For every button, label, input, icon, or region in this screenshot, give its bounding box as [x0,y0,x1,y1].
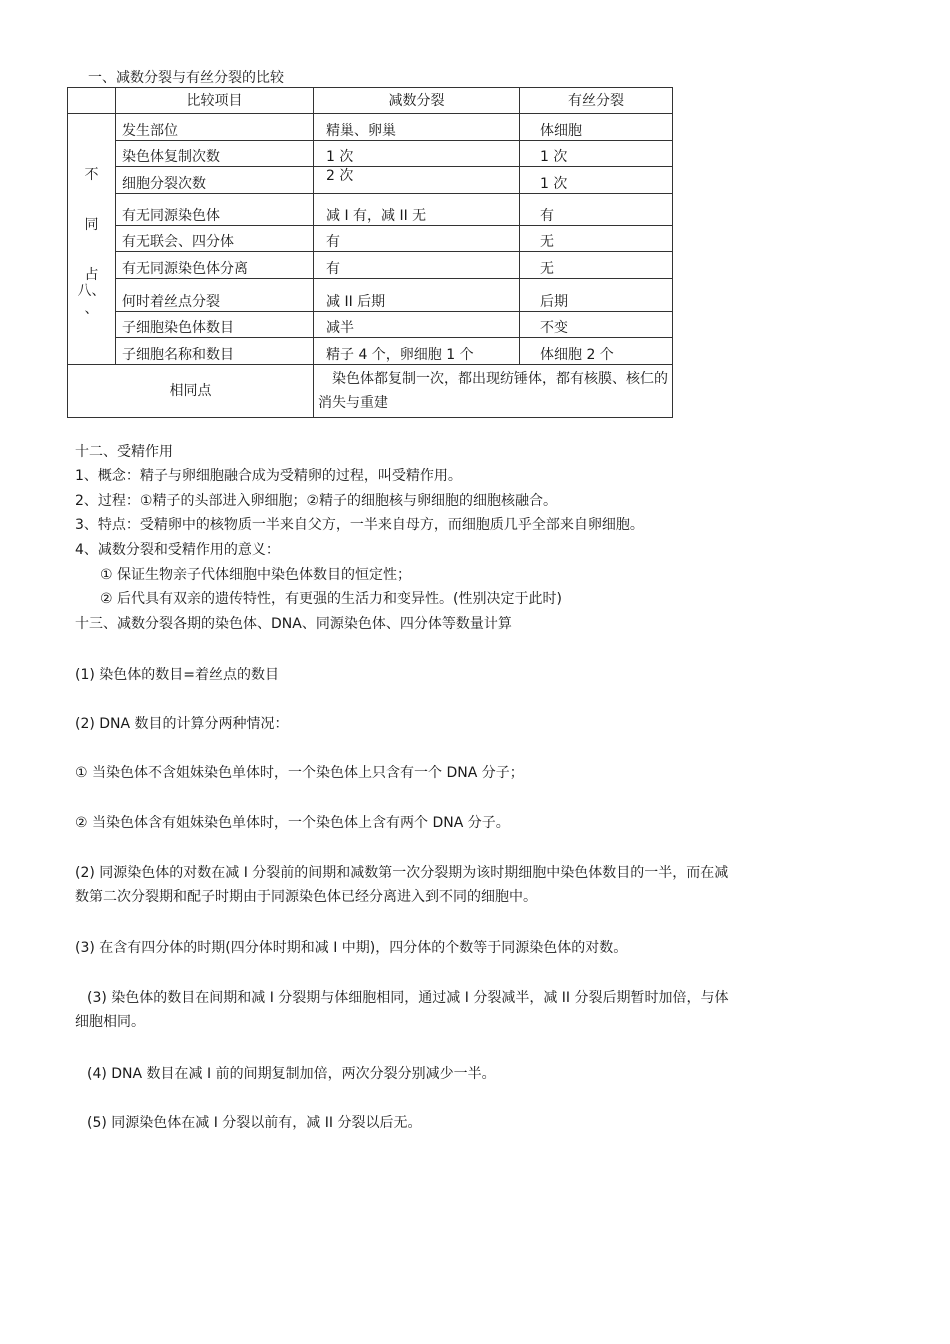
comparison-table [67,87,673,418]
row-mitosis: 1 次 [520,167,673,194]
row-meiosis: 减半 [314,312,520,338]
diff-char: 占 [84,267,99,283]
paragraph: (5) 同源染色体在减 I 分裂以前有，减 II 分裂以后无。 [87,1115,422,1131]
row-item: 染色体复制次数 [116,141,314,167]
table-row [68,167,673,194]
paragraph: (2) 同源染色体的对数在减 I 分裂前的间期和减数第一次分裂期为该时期细胞中染色体数目的一半，而在减数第二次分裂期和配子时期由于同源染色体已经分离进入到不同的细胞中。 [75,865,729,905]
diff-char: 同 [84,217,99,233]
row-mitosis: 体细胞 [520,114,673,141]
row-meiosis: 减 I 有，减 II 无 [314,194,520,226]
table-row [68,252,673,279]
table-header-row [68,88,673,114]
common-text [314,365,673,418]
list-item: ① 保证生物亲子代体细胞中染色体数目的恒定性； [100,567,411,583]
row-mitosis: 无 [520,252,673,279]
table-row [68,312,673,338]
header-cell: 有丝分裂 [520,88,673,114]
diff-char: 、 [84,301,99,317]
table-row [68,141,673,167]
list-item: 4、减数分裂和受精作用的意义： [75,542,280,558]
list-item: 3、特点：受精卵中的核物质一半来自父方，一半来自母方，而细胞质几乎全部来自卵细胞。 [75,517,644,533]
header-cell: 比较项目 [116,88,314,114]
row-item: 细胞分裂次数 [116,167,314,194]
section-title-calculation: 十三、减数分裂各期的染色体、DNA、同源染色体、四分体等数量计算 [75,616,512,632]
row-mitosis: 1 次 [520,141,673,167]
table-row-common [68,365,673,418]
section-title-comparison: 一、减数分裂与有丝分裂的比较 [88,70,284,86]
row-item: 子细胞染色体数目 [116,312,314,338]
row-item: 有无同源染色体 [116,194,314,226]
differences-label [68,114,116,365]
table-row [68,279,673,312]
list-item: ② 后代具有双亲的遗传特性，有更强的生活力和变异性。(性别决定于此时) [100,591,562,607]
row-item: 子细胞名称和数目 [116,338,314,365]
table-row [68,226,673,252]
list-item: 2、过程：①精子的头部进入卵细胞；②精子的细胞核与卵细胞的细胞核融合。 [75,493,558,509]
paragraph: ① 当染色体不含姐妹染色单体时，一个染色体上只含有一个 DNA 分子； [75,765,524,781]
row-item: 有无联会、四分体 [116,226,314,252]
row-meiosis: 精巢、卵巢 [314,114,520,141]
row-item: 发生部位 [116,114,314,141]
diff-char: 不 [84,167,99,183]
section-title-fertilization: 十二、受精作用 [75,444,173,460]
row-mitosis: 体细胞 2 个 [520,338,673,365]
paragraph: (3) 在含有四分体的时期(四分体时期和减 I 中期)，四分体的个数等于同源染色体的对数。 [75,940,628,956]
row-meiosis: 1 次 [314,141,520,167]
row-meiosis: 有 [314,252,520,279]
row-meiosis: 减 II 后期 [314,279,520,312]
row-item: 何时着丝点分裂 [116,279,314,312]
row-mitosis: 不变 [520,312,673,338]
diff-char: 八、 [77,283,106,299]
header-empty-cell [68,88,116,114]
common-text-content: 染色体都复制一次，都出现纺锤体，都有核膜、核仁的消失与重建 [318,371,668,411]
row-item: 有无同源染色体分离 [116,252,314,279]
paragraph: (4) DNA 数目在减 I 前的间期复制加倍，两次分裂分别减少一半。 [87,1066,496,1082]
row-meiosis: 精子 4 个，卵细胞 1 个 [314,338,520,365]
table-row [68,194,673,226]
row-meiosis: 有 [314,226,520,252]
table-row [68,338,673,365]
header-cell: 减数分裂 [314,88,520,114]
row-mitosis: 后期 [520,279,673,312]
common-label: 相同点 [68,365,314,418]
paragraph: (3) 染色体的数目在间期和减 I 分裂期与体细胞相同，通过减 I 分裂减半，减 II 分裂后期暂时加倍，与体细胞相同。 [75,990,729,1030]
paragraph: (1) 染色体的数目=着丝点的数目 [75,667,280,683]
row-mitosis: 有 [520,194,673,226]
paragraph: ② 当染色体含有姐妹染色单体时，一个染色体上含有两个 DNA 分子。 [75,815,510,831]
table-row [68,114,673,141]
row-meiosis: 2 次 [314,167,520,194]
list-item: 1、概念：精子与卵细胞融合成为受精卵的过程，叫受精作用。 [75,468,462,484]
paragraph: (2) DNA 数目的计算分两种情况： [75,716,289,732]
row-mitosis: 无 [520,226,673,252]
